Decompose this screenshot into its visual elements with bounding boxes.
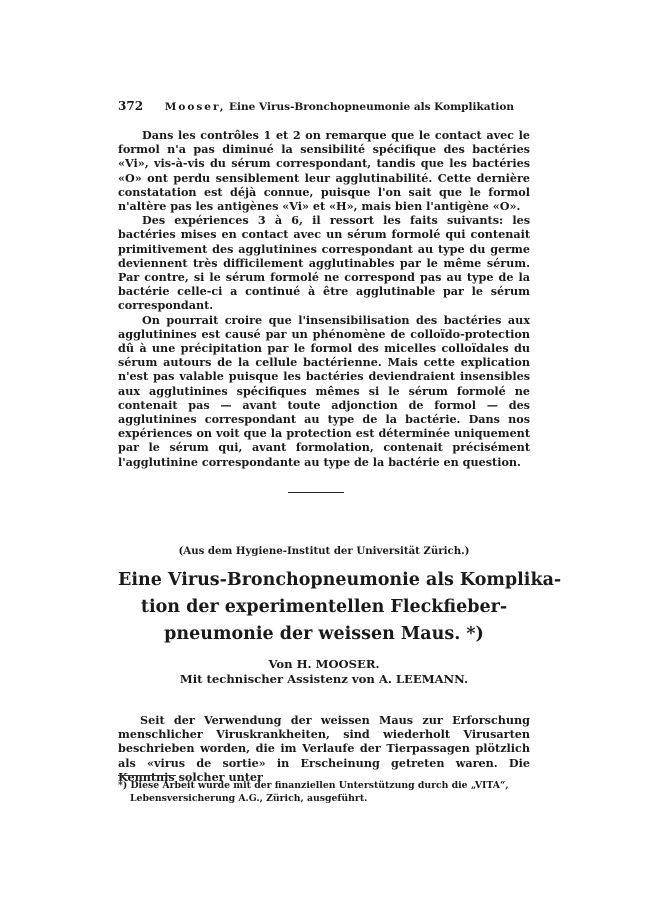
- french-section: [118, 128, 530, 469]
- header-author: Mooser,: [164, 101, 226, 113]
- intro-paragraph: Seit der Verwendung der weissen Maus zur Erforschung menschlicher Viruskrankheiten, sind wiederholt Virusarten beschrieben worden, die im Verlaufe der Tierpassagen plötzlich als «virus de sortie» in Erscheinung getreten waren. Die Kenntnis solcher unter: [118, 713, 530, 784]
- article-title: [118, 567, 562, 648]
- author-line: Von H. MOOSER.: [268, 657, 380, 671]
- paragraph: Dans les contrôles 1 et 2 on remarque que le contact avec le formol n'a pas diminué la sensibilité spécifique des bactéries «Vi», vis-à-vis du sérum correspondant, tandis que les bactéries «O» ont perdu sensiblement leur agglutinabilité. Cette dernière constatation est déjà connue, puisque l'on sait que le formol n'altère pas les antigènes «Vi» et «H», mais bien l'antigène «O».: [118, 128, 530, 214]
- footnote-rule: [118, 775, 176, 776]
- section-divider: [288, 492, 344, 493]
- paragraph: Des expériences 3 à 6, il ressort les faits suivants: les bactéries mises en contact avec un sérum formolé qui contenait primitivement des agglutinines correspondant au type du germe deviennent très difficilement agglutinables par le même sérum. Par contre, si le sérum formolé ne correspond pas au type de la bactérie celle-ci a continué à être agglutinable par le sérum correspondant.: [118, 213, 530, 313]
- footnote: [118, 780, 530, 805]
- title-line: pneumonie der weissen Maus. *): [164, 624, 484, 644]
- assistant-line: Mit technischer Assistenz von A. LEEMANN.: [179, 672, 469, 686]
- title-line: Eine Virus-Bronchopneumonie als Komplika-: [118, 570, 562, 590]
- page-number: 372: [118, 99, 144, 113]
- institute-line: (Aus dem Hygiene-Institut der Universität Zürich.): [178, 545, 470, 557]
- running-header: [118, 99, 538, 113]
- header-short-title: Eine Virus-Bronchopneumonie als Komplikation: [229, 101, 515, 113]
- german-section: [118, 713, 530, 784]
- byline: [118, 657, 530, 687]
- title-line: tion der experimentellen Fleckfieber-: [140, 597, 508, 617]
- paragraph: On pourrait croire que l'insensibilisation des bactéries aux agglutinines est causé par un phénomène de colloïdo-protection dû à une précipitation par le formol des micelles colloïdales du sérum autours de la cellule bactérienne. Mais cette explication n'est pas valable puisque les bactéries deviendraient insensibles aux agglutinines spécifiques mêmes si le sérum formolé ne contenait pas — avant toute adjonction de formol — des agglutinines correspondant au type de la bactérie. Dans nos expériences on voit que la protection est déterminée uniquement par le sérum qui, avant formolation, contenait précisément l'agglutinine correspondante au type de la bactérie en question.: [118, 312, 530, 469]
- footnote-line-1: *) Diese Arbeit wurde mit der finanziellen Unterstützung durch die „VITA“,: [118, 780, 509, 791]
- footnote-line-2: Lebensversicherung A.G., Zürich, ausgeführt.: [130, 792, 368, 804]
